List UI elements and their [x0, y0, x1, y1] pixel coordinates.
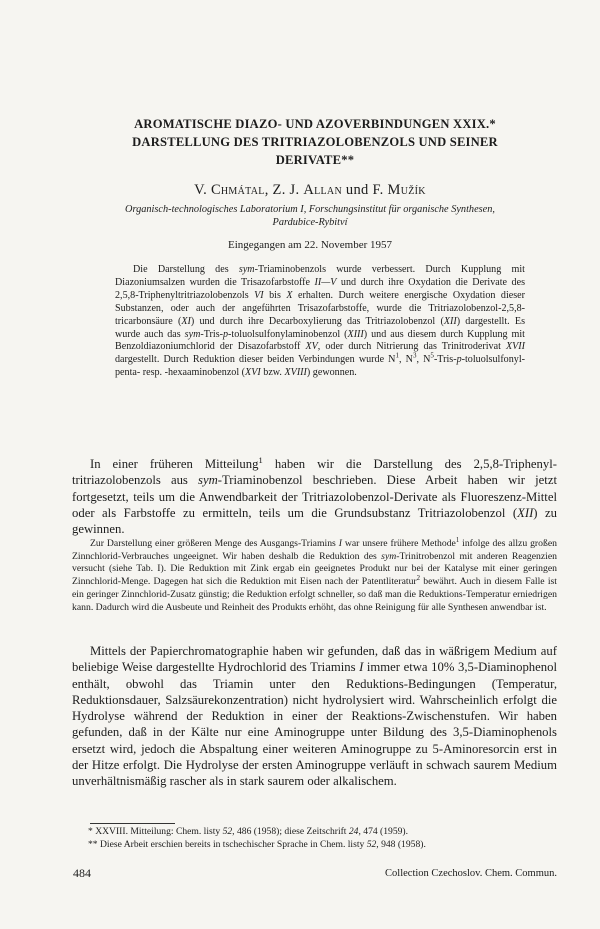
- received-date: Eingegangen am 22. November 1957: [227, 239, 393, 251]
- journal-name: Collection Czechoslov. Chem. Commun.: [385, 868, 557, 879]
- title-line-1: AROMATISCHE DIAZO- UND AZOVERBINDUNGEN XXIX.*: [134, 117, 496, 131]
- author-allan: Allan: [303, 182, 342, 198]
- page-number: 484: [73, 866, 91, 880]
- footnote-2: ** Diese Arbeit erschien bereits in tschechischer Sprache in Chem. listy 52, 948 (1958).: [88, 838, 426, 850]
- author-muzik: Mužík: [387, 182, 426, 198]
- title-line-2: DARSTELLUNG DES TRITRIAZOLOBENZOLS UND SEINER: [132, 135, 498, 149]
- paragraph-intro: In einer früheren Mitteilung$^1$ haben wir die Darstellung des 2,5,8-Triphenyl-tritriazolobenzols aus sym-Triaminobenzol beschrieben. Diese Arbeit haben wir jetzt fortgesetzt, teils um die Anwendbarkeit der Tritriazolobenzol-Derivate als Fluoreszenz-Mittel oder als Farbstoffe zu ermitteln, teils um die Grundsubstanz Tritriazolobenzol (XII) zu gewinnen.: [72, 454, 557, 537]
- paragraph-chromatography: Mittels der Papierchromatographie haben wir gefunden, daß das in wäßrigem Medium auf beliebige Weise dargestellte Hydrochlorid des Triamins I immer etwa 10% 3,5-Diaminophenol enthält, obwohl das Triamin unter den Reduktions-Bedingungen (Temperatur, Reduktionsdauer, Salzsäurekonzentration) nicht hydrolysiert wird. Wahrscheinlich erfolgt die Hydrolyse während der Reduktion in einer der Reaktions-Zwischenstufen. Wir haben gefunden, daß in der Kälte nur eine Aminogruppe unter Bildung des 3,5-Diaminophenols ersetzt wird, jedoch die Abspaltung einer weiteren Aminogruppe zu 5-Aminoresorcin erst in der Hitze erfolgt. Die Hydrolyse der ersten Aminogruppe verläuft in schwach saurem Medium unverhältnismäßig rascher als in stark saurem oder alkalischem.: [72, 644, 557, 789]
- footnote-1: * XXVIII. Mitteilung: Chem. listy 52, 486 (1958); diese Zeitschrift 24, 474 (1959).: [88, 826, 409, 837]
- affiliation: Organisch-technologisches Laboratorium I, Forschungsinstitut für organische Synthesen, Pardubice-Rybitví: [125, 204, 495, 228]
- footnote-divider: [90, 823, 175, 824]
- article-title: [95, 115, 535, 169]
- footnotes: [88, 826, 558, 852]
- paragraph-triamine-preparation: Zur Darstellung einer größeren Menge des Ausgangs-Triamins I war unsere frühere Methode$^1$ infolge des allzu großen Zinnchlorid-Verbrauches ungeeignet. Wir haben deshalb die Reduktion des sym-Trinitrobenzol mit anderen Reagenzien versucht (siehe Tab. I). Die Reduktion mit Zink ergab ein geeignetes Produkt nur bei der Katalyse mit einer geringen Zinnchlorid-Menge. Dagegen hat sich die Reduktion mit Eisen nach der Patentliteratur$^2$ bewährt. Auch in diesem Falle ist ein geringer Zinnchlorid-Zusatz günstig; die Reduktion erfolgt schneller, so daß man die Reduktions-Temperatur erniedrigen kann. Dadurch wird die Ausbeute und Reinheit des Produkts erhöht, das ohne Reinigung für alle Synthesen anwendbar ist.: [72, 536, 557, 613]
- abstract: Die Darstellung des sym-Triaminobenzols wurde verbessert. Durch Kupplung mit Diazoniumsalzen wurden die Trisazofarbstoffe II—V und durch ihre Oxydation die Derivate des 2,5,8-Triphenyltritriazolobenzols VI bis X erhalten. Durch weitere energische Oxydation dieser Substanzen, oder auch der angeführten Trisazofarbstoffe, wurde die Tritriazolobenzol-2,5,8-tricarbonsäure (XI) und durch ihre Decarboxylierung das Tritriazolobenzol (XII) dargestellt. Es wurde auch das sym-Tris-p-toluolsulfonylaminobenzol (XIII) und aus diesem durch Kupplung mit Benzoldiazoniumchlorid der Disazofarbstoff XV, oder durch Nitrierung das Trinitroderivat XVII dargestellt. Durch Reduktion dieser beiden Verbindungen wurde $N^1$, $N^3$, $N^5-Tris-p-toluolsulfonyl-penta-$ resp. -hexaaminobenzol (XVI bzw. XVIII) gewonnen.: [115, 264, 526, 379]
- title-line-3: DERIVATE**: [275, 153, 355, 167]
- author-list: V. Chmátal, Z. J. Allan und F. Mužík: [194, 182, 426, 198]
- author-chmatal: Chmátal: [210, 182, 265, 198]
